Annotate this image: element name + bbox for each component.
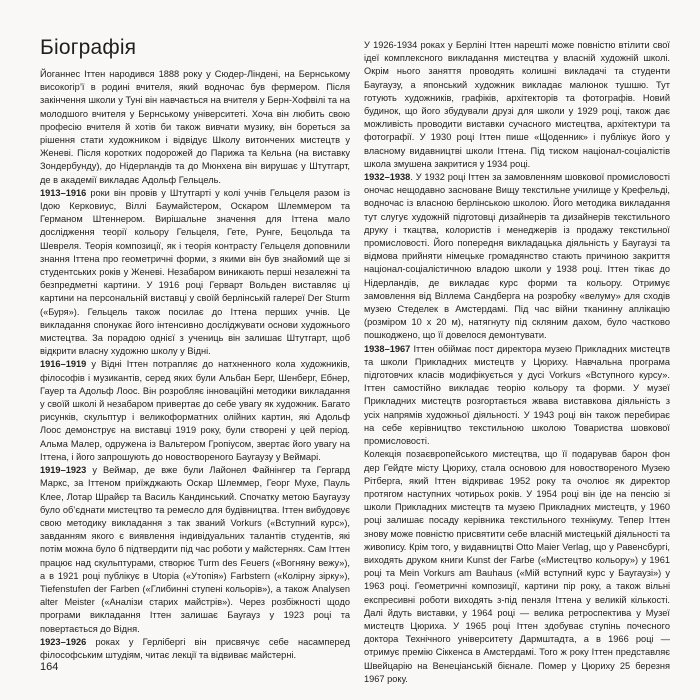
paragraph-lead-years: 1919–1923 [40,465,87,476]
paragraph [40,464,350,636]
left-column [40,68,350,662]
paragraph [364,39,670,171]
paragraph-lead-years: 1938–1967 [364,343,411,354]
paragraph-text: Іттен обіймає пост директора музею Прикладних мистецтв та школи Прикладних мистецтв у Цюриху. Навчальна програма підготовчих класів модифікується у дусі Vorkurs «Вступного курсу». Іттен самостійно викладає теорію кольору та форми. У музеї Прикладних мистецтв розгортається жвава виставкова діяльність з усіх напрямів художньої діяльності. У 1943 році він також перебирає на себе керівництво текстильною школою Товариства шовкової промисловості. [364,343,670,447]
paragraph-text: роки він провів у Штутгарті у колі учнів Гельцеля разом із Ідою Керковиус, Віллі Баумайстером, Оскаром Шлеммером та Германом Штеннером. Вирішальне значення для Іттена мало дослідження теорії кольору Гельцеля, Гете, Рунге, Бецольда та Шевреля. Теорія композиції, як і теорія контрасту Гельцеля доповнили знання Іттена про геометричні форми, з якими він був знайомий ще зі студентських років у Женеві. Незабаром виникають перші незалежні та безпредметні картини. У 1916 році Герварт Вольден виставляє ці картини на персональній виставці у своїй берлінській галереї Der Sturm («Буря»). Гельцель також посилає до Іттена перших учнів. Це викладання спонукає його інтенсивно досліджувати основи художнього мистецтва. За порадою однієї з учениць він залишає Штутгарт, щоб відкрити власну художню школу у Відні. [40,187,350,357]
paragraph [40,187,350,359]
paragraph-lead-years: 1932–1938 [364,172,411,183]
paragraph-lead-years: 1913–1916 [40,187,87,198]
right-column [364,39,670,686]
paragraph-text: у Відні Іттен потрапляє до натхненного кола художників, філософів і музикантів, серед яких були Альбан Берг, Шенберг, Ебнер, Гауер та Адольф Лоос. Він розробляє інноваційні методики викладання у своїй школі й незабаром привертає до себе увагу як художник. Багато рисунків, скульптур і великоформатних олійних картин, які Адольф Лоос демонструє на виставці 1919 року, були створені у цей період. Альма Малер, одружена із Вальтером Гропіусом, звертає його увагу на Іттена, і його запрошують до новоствореного Баугаузу у Веймарі. [40,359,350,462]
page-number: 164 [40,661,59,673]
paragraph-lead-years: 1923–1926 [40,636,87,647]
paragraph [40,636,350,662]
paragraph-text: Колекція позаєвропейського мистецтва, що її подарував барон фон дер Гейдте місту Цюриху, стала основою для новоствореного Музею Рітберга, який Іттен відкриває 1952 року та очолює як директор протягом наступних чотирьох років. У 1954 році він іде на пенсію зі школи Прикладних мистецтв та музею Прикладних мистецтв, у 1960 році залишає посаду керівника текстильного технікуму. Тепер Іттен знову може повністю присвятити себе власній мистецькій діяльності та живопису. Крім того, у видавництві Otto Maier Verlag, що у Равенсбургі, виходять друком книги Kunst der Farbe («Мистецтво кольору») у 1961 році та Mein Vorkurs am Bauhaus («Мій вступний курс у Баугаузі») у 1963 році. Геометричні композиції, картини пір року, а також вільні експресивні роботи виходять з-під пензля Іттена у великій кількості. Далі йдуть виставки, у 1964 році — велика ретроспектива у Музеї мистецтв Цюриха. У 1965 році Іттен здобуває ступінь почесного доктора Технічного університету Дармштадта, а в 1966 році — отримує премію Сіккенса в Амстердамі. Того ж року Іттен представляє Швейцарію на Венеціанській бієнале. Помер у Цюриху 25 березня 1967 року. [364,449,670,684]
paragraph [364,343,670,449]
paragraph-text: . У 1932 році Іттен за замовленням шовкової промисловості оночас нещодавно засноване Вищу текстильне училище у Крефельді, водночас із власною берлінською школою. Його методика викладання тут слугує художній підготовці дизайнерів та дизайнерів текстильного друку і ткацтва, колористів і менеджерів із продажу текстильної промисловості. Його попередня викладацька діяльність у Баугаузі та відмова прийняти німецьке громадянство стають причиною закриття націонал-соціалістичною владою школи у 1938 році. Іттен тікає до Нідерландів, де викладає курс форми та кольору. Отримує замовлення від Віллема Сандберга на розробку «велуму» для сходів музею Стеделек в Амстердамі. Під час війни тканинну аплікацію (розміром 10 х 20 м), натягнуту під скляним дахом, було частково пошкоджено, що її довелося демонтувати. [364,172,670,341]
paragraph-text: Йоганнес Іттен народився 1888 року у Сюдер-Ліндені, на Бернському високогір’ї в родині вчителя, який водночас був фермером. Після закінчення школи у Туні він навчається на вчителя у Берн-Хофвілі та на молодшого вчителя у Бернському університеті. Хоча він любить свою професію вчителя й хотів би також вивчати музику, він бореться за рішення стати художником і відвідує Школу витончених мистецтв у Женеві. Після коротких подорожей до Парижа та Кельна (на виставку Зондербунду), до Нідерландів та до Мюнхена він вирушає у Штутгарт, де в академії викладає Адольф Гельцель. [40,69,350,185]
paragraph-text: У 1926-1934 роках у Берліні Іттен нарешті може повністю втілити свої ідеї комплексного викладання мистецтва у власній художній школі. Окрім нього заняття проводять колишні викладачі та студенти Баугаузу, а японський художник викладає малюнок тушшю. Тут готують художників, графіків, архітекторів та фотографів. Новий будинок, що його збудували друзі для школи у 1929 році, також дає можливість проводити виставки сучасного мистецтва, архітектури та фотографії. У 1930 році Іттен пише «Щоденник» і публікує його у власному видавництві школи Іттена. Під тиском націонал-соціалістів школа змушена закритися у 1934 році. [364,40,670,169]
paragraph-text: роках у Герлібергі він присвячує себе насамперед філософським штудіям, читає лекції та відвиває майстерні. [40,636,350,660]
paragraph [40,68,350,187]
paragraph [364,171,670,343]
paragraph [364,448,670,686]
paragraph [40,358,350,464]
page-title: Біографія [40,36,137,59]
paragraph-text: у Веймар, де вже були Лайонел Файнінгер та Гергард Маркс, за Іттеном приїжджають Оскар Шлеммер, Георг Мухе, Пауль Клее, Лотар Шрайєр та Василь Кандинський. Спочатку метою Баугаузу було об’єднати мистецтво та ремесло для будівництва. Іттен вибудовує свою методику викладання з так званий Vorkurs («Вступний курс»), завданням якого є виявлення індивідуальних талантів студентів, які потім можна було б підтвердити під час роботи у майстернях. Сам Іттен працює над скульптурами, створює Turm des Feuers («Вогняну вежу»), а в 1921 році публікує в Utopia («Утопія») Farbstern («Колірну зірку»), Tiefenstufen der Farben («Глибинні ступені кольорів»), а також Analysen alter Meister («Аналізи старих майстрів»). Через розбіжності щодо програми викладання Іттен залишає Баугауз у 1923 році та повертається до Відня. [40,465,350,634]
paragraph-lead-years: 1916–1919 [40,359,87,370]
